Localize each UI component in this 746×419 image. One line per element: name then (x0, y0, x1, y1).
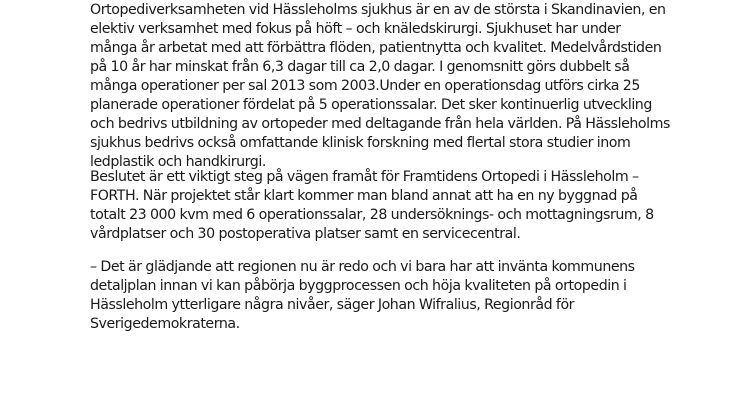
paragraph-beslutet: Beslutet är ett viktigt steg på vägen framåt för Framtidens Ortopedi i Hässleholm – FORTH. När projektet står klart kommer man bland annat att ha en ny byggnad på totalt 23 000 kvm med 6 operationssalar, 28 undersöknings- och mottagningsrum, 8 vårdplatser och 30 postoperativa platser samt en servicecentral. (90, 169, 654, 242)
paragraph-ortopediverksamheten: Ortopediverksamheten vid Hässleholms sjukhus är en av de största i Skandinavien, en elektiv verksamhet med fokus på höft – och knäledskirurgi. Sjukhuset har under många år arbetat med att förbättra flöden, patientnytta och kvalitet. Medelvårdstiden på 10 år har minskat från 6,3 dagar till ca 2,0 dagar. I genomsnitt görs dubbelt så många operationer per sal 2013 som 2003.Under en operationsdag utförs cirka 25 planerade operationer fördelat på 5 operationssalar. Det sker kontinuerlig utveckling och bedrivs utbildning av ortopeder med deltagande från hela världen. På Hässleholms sjukhus bedrivs också omfattande klinisk forskning med flertal stora studier inom ledplastik och handkirurgi. (90, 2, 670, 170)
paragraph-quote: – Det är glädjande att regionen nu är redo och vi bara har att invänta kommunens detaljplan innan vi kan påbörja byggprocessen och höja kvaliteten på ortopedin i Hässleholm ytterligare några nivåer, säger Johan Wifralius, Regionråd för Sverigedemokraterna. (90, 259, 635, 332)
